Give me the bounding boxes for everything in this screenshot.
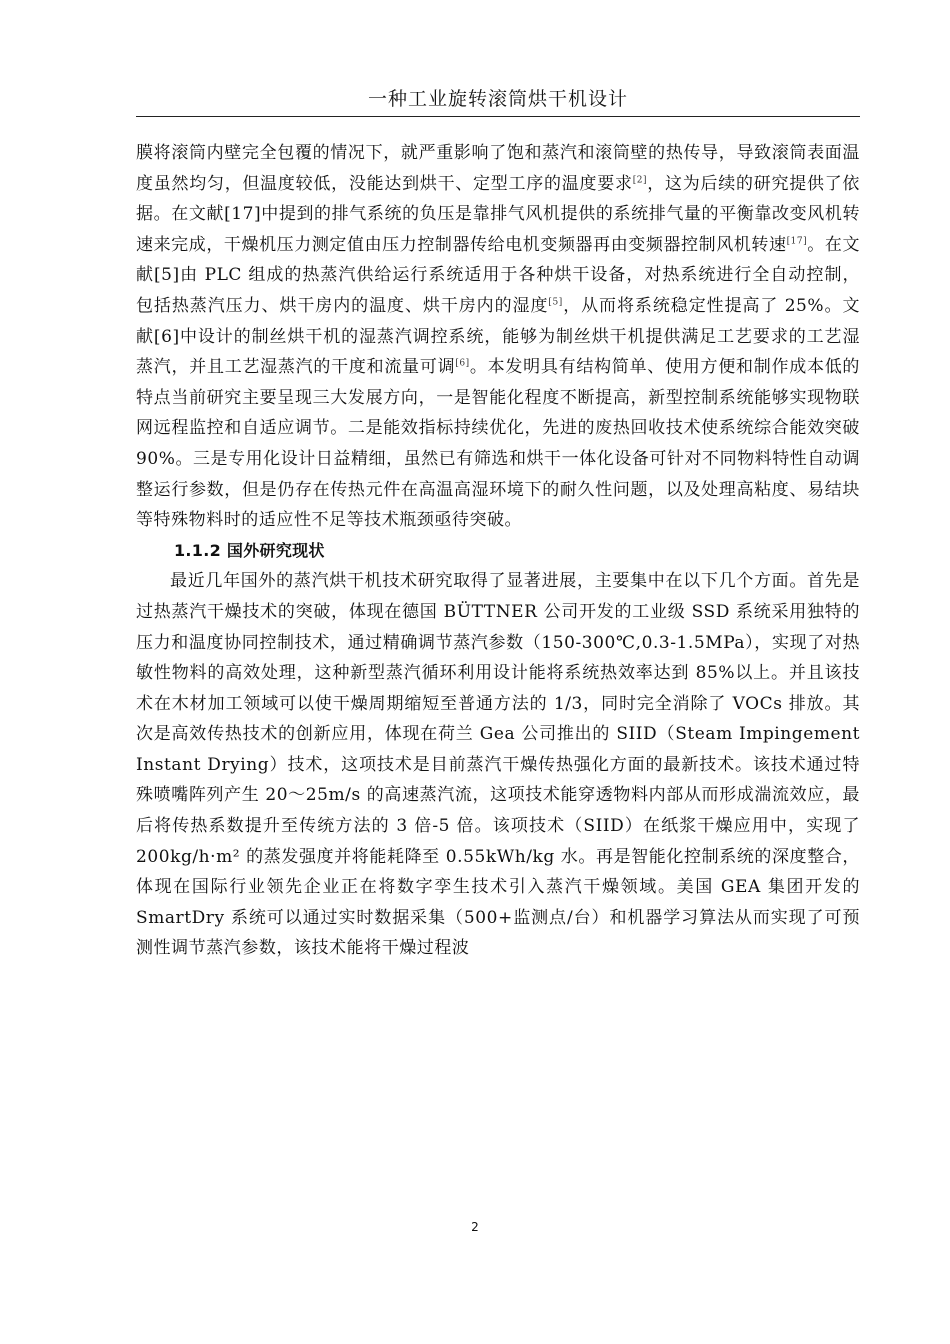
citation-ref: [5] [548,297,563,308]
citation-ref: [2] [632,174,648,185]
citation-ref: [17] [786,236,808,247]
citation-ref: [6] [455,358,470,369]
paragraph-text: ，从而将系统稳定性提高了 25%。文献[6]中设计的制丝烘干机的湿蒸汽调控系统，能够为制丝烘干机提供满足工艺要求的工艺湿蒸汽，并且工艺湿蒸汽的干度和流量可调 [136,295,860,378]
section-heading: 1.1.2 国外研究现状 [174,540,325,560]
paragraph-foreign-research: 最近几年国外的蒸汽烘干机技术研究取得了显著进展，主要集中在以下几个方面。首先是过热蒸汽干燥技术的突破，体现在德国 BÜTTNER 公司开发的工业级 SSD 系统采用独特的压力和温度协同控制技术，通过精确调节蒸汽参数（150-300℃,0.3-1.5MPa），实现了对热敏性物料的高效处理，这种新型蒸汽循环利用设计能将系统热效率达到 85%以上。并且该技术在木材加工领域可以使干燥周期缩短至普通方法的 1/3，同时完全消除了 VOCs 排放。其次是高效传热技术的创新应用，体现在荷兰 Gea 公司推出的 SIID（Steam Impingement Instant Drying）技术，这项技术是目前蒸汽干燥传热强化方面的最新技术。该技术通过特殊喷嘴阵列产生 20～25m/s 的高速蒸汽流，这项技术能穿透物料内部从而形成湍流效应，最后将传热系数提升至传统方法的 3 倍-5 倍。该项技术（SIID）在纸浆干燥应用中，实现了 200kg/h·m² 的蒸发强度并将能耗降至 0.55kWh/kg 水。再是智能化控制系统的深度整合，体现在国际行业领先企业正在将数字孪生技术引入蒸汽干燥领域。美国 GEA 集团开发的 SmartDry 系统可以通过实时数据采集（500+监测点/台）和机器学习算法从而实现了可预测性调节蒸汽参数，该技术能将干燥过程波 [136,571,860,959]
header-divider [136,116,860,117]
page-number: 2 [471,1220,479,1234]
paragraph-domestic-research [136,138,860,536]
paragraph-text: 膜将滚筒内壁完全包覆的情况下，就严重影响了饱和蒸汽和滚筒壁的热传导，导致滚筒表面温度虽然均匀，但温度较低，没能达到烘干、定型工序的温度要求 [136,143,860,194]
running-header-title: 一种工业旋转滚筒烘干机设计 [367,88,628,110]
paragraph-text: ，这为后续的研究提供了依据。在文献[17]中提到的排气系统的负压是靠排气风机提供的系统排气量的平衡靠改变风机转速来完成，干燥机压力测定值由压力控制器传给电机变频器再由变频器控制风机转速 [136,173,860,255]
paragraph-text: 。在文献[5]由 PLC 组成的热蒸汽供给运行系统适用于各种烘干设备，对热系统进行全自动控制，包括热蒸汽压力、烘干房内的温度、烘干房内的湿度 [136,234,860,316]
paragraph-text: 。本发明具有结构简单、使用方便和制作成本低的特点当前研究主要呈现三大发展方向，一是智能化程度不断提高，新型控制系统能够实现物联网远程监控和自适应调节。二是能效指标持续优化，先进的废热回收技术使系统综合能效突破 90%。三是专用化设计日益精细，虽然已有筛选和烘干一体化设备可针对不同物料特性自动调整运行参数，但是仍存在传热元件在高温高湿环境下的耐久性问题，以及处理高粘度、易结块等特殊物料时的适应性不足等技术瓶颈亟待突破。 [136,357,860,531]
body-text [136,138,860,964]
